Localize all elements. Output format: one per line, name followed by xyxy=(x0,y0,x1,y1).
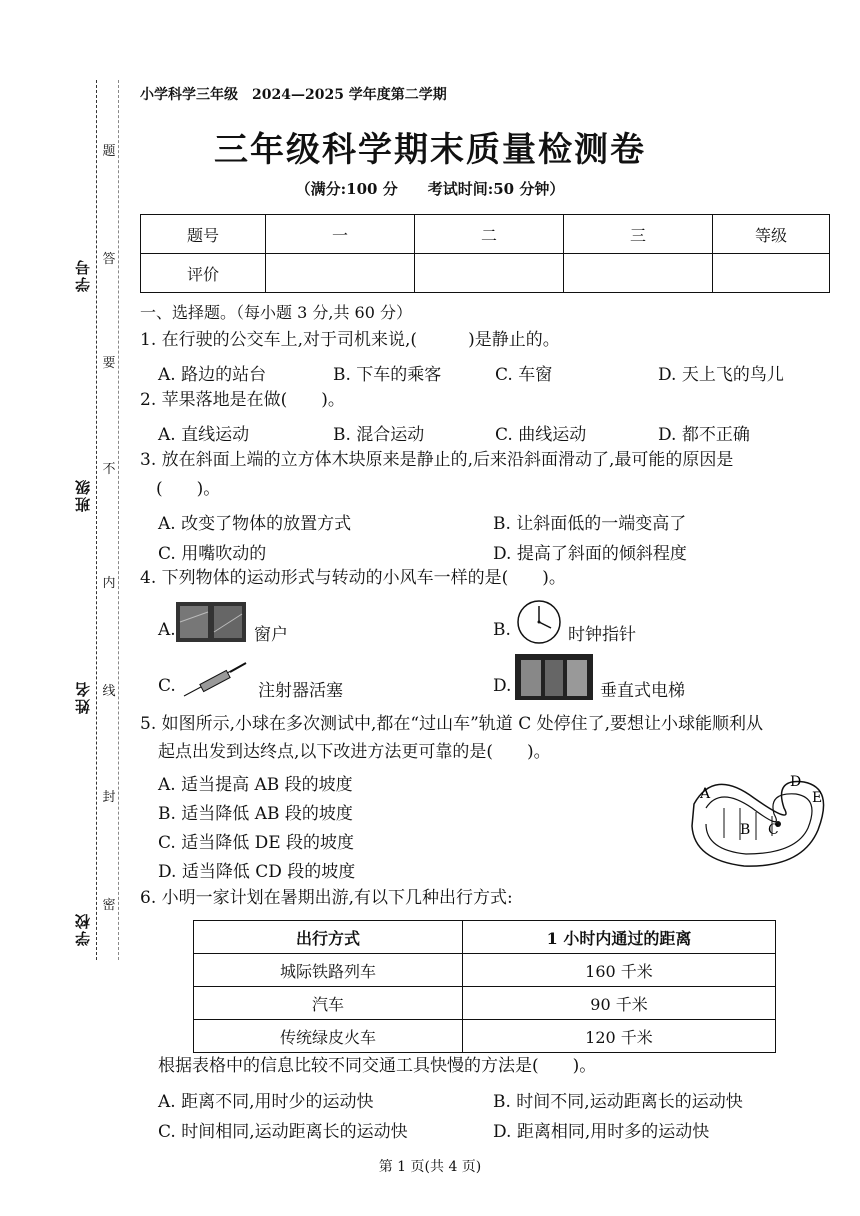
seal-char: 要 xyxy=(102,356,116,371)
syringe-image xyxy=(180,660,250,700)
score-cell: 评价 xyxy=(141,254,266,293)
q2-option-b[interactable]: B. 混合运动 xyxy=(333,425,425,445)
exam-info: （满分:100 分 考试时间:50 分钟） xyxy=(295,180,565,198)
q2-option-c[interactable]: C. 曲线运动 xyxy=(495,425,587,445)
track-label-a: A xyxy=(700,786,711,802)
question-4-stem: 4. 下列物体的运动形式与转动的小风车一样的是( )。 xyxy=(140,568,566,588)
table-row xyxy=(194,987,776,1020)
q6-option-c[interactable]: C. 时间相同,运动距离长的运动快 xyxy=(158,1122,408,1142)
q4-letter-d[interactable]: D. xyxy=(493,676,512,696)
question-3-stem: 3. 放在斜面上端的立方体木块原来是静止的,后来沿斜面滑动了,最可能的原因是 xyxy=(140,450,734,470)
elevator-image xyxy=(515,654,593,700)
score-cell: 等级 xyxy=(713,215,830,254)
seal-char: 内 xyxy=(102,576,116,591)
q5-option-c[interactable]: C. 适当降低 DE 段的坡度 xyxy=(158,833,355,853)
score-cell: 三 xyxy=(564,215,713,254)
q1-option-d[interactable]: D. 天上飞的鸟儿 xyxy=(658,365,784,385)
q4-letter-c[interactable]: C. xyxy=(158,676,176,696)
travel-mode-cell: 城际铁路列车 xyxy=(194,954,463,987)
seal-char: 题 xyxy=(102,144,116,159)
travel-mode-cell: 传统绿皮火车 xyxy=(194,1020,463,1053)
binding-dashed-line xyxy=(96,80,97,960)
window-image xyxy=(176,602,246,642)
q5-option-a[interactable]: A. 适当提高 AB 段的坡度 xyxy=(158,775,353,795)
student-id-label: 学号 xyxy=(74,258,92,292)
table-row xyxy=(194,954,776,987)
travel-distance-cell: 90 千米 xyxy=(463,987,776,1020)
travel-distance-cell: 120 千米 xyxy=(463,1020,776,1053)
question-5-stem-cont: 起点出发到达终点,以下改进方法更可靠的是( )。 xyxy=(158,742,551,762)
score-table-header-row xyxy=(141,215,830,254)
score-input-cell[interactable] xyxy=(415,254,564,293)
question-1-stem: 1. 在行驶的公交车上,对于司机来说,( )是静止的。 xyxy=(140,330,560,350)
question-6-stem-cont: 根据表格中的信息比较不同交通工具快慢的方法是( )。 xyxy=(158,1056,597,1076)
score-cell: 题号 xyxy=(141,215,266,254)
page-number: 第 1 页(共 4 页) xyxy=(378,1159,482,1175)
question-5-stem: 5. 如图所示,小球在多次测试中,都在“过山车”轨道 C 处停住了,要想让小球能顺利从 xyxy=(140,714,764,734)
q3-option-a[interactable]: A. 改变了物体的放置方式 xyxy=(158,514,352,534)
subject-line: 小学科学三年级 2024—2025 学年度第二学期 xyxy=(140,87,447,103)
travel-distance-cell: 160 千米 xyxy=(463,954,776,987)
q2-option-d[interactable]: D. 都不正确 xyxy=(658,425,750,445)
score-input-cell[interactable] xyxy=(713,254,830,293)
q6-option-b[interactable]: B. 时间不同,运动距离长的运动快 xyxy=(493,1092,743,1112)
q4-option-b[interactable]: 时钟指针 xyxy=(568,625,636,645)
score-input-cell[interactable] xyxy=(564,254,713,293)
seal-char: 答 xyxy=(102,252,116,267)
travel-table xyxy=(193,920,776,1053)
section-heading: 一、选择题。（每小题 3 分,共 60 分） xyxy=(140,303,412,322)
q2-option-a[interactable]: A. 直线运动 xyxy=(158,425,250,445)
travel-table-header xyxy=(194,921,776,954)
q5-option-b[interactable]: B. 适当降低 AB 段的坡度 xyxy=(158,804,353,824)
seal-char: 不 xyxy=(102,462,116,477)
travel-mode-cell: 汽车 xyxy=(194,987,463,1020)
q3-option-b[interactable]: B. 让斜面低的一端变高了 xyxy=(493,514,687,534)
q6-option-a[interactable]: A. 距离不同,用时少的运动快 xyxy=(158,1092,374,1112)
q5-option-d[interactable]: D. 适当降低 CD 段的坡度 xyxy=(158,862,356,882)
q4-letter-b[interactable]: B. xyxy=(493,620,511,640)
table-row xyxy=(194,1020,776,1053)
page-title: 三年级科学期末质量检测卷 xyxy=(214,130,646,170)
binding-dashed-line-inner xyxy=(118,80,119,960)
question-3-stem-cont: ( )。 xyxy=(156,479,221,499)
q4-letter-a[interactable]: A. xyxy=(158,620,176,640)
score-cell: 二 xyxy=(415,215,564,254)
q4-option-d[interactable]: 垂直式电梯 xyxy=(600,681,685,701)
clock-icon xyxy=(515,598,563,646)
track-label-e: E xyxy=(812,790,823,806)
track-label-c: C xyxy=(768,822,779,838)
q1-option-a[interactable]: A. 路边的站台 xyxy=(158,365,267,385)
question-6-stem: 6. 小明一家计划在暑期出游,有以下几种出行方式: xyxy=(140,888,513,908)
travel-header-cell: 1 小时内通过的距离 xyxy=(463,921,776,954)
score-table xyxy=(140,214,830,293)
track-label-b: B xyxy=(740,822,751,838)
q4-option-c[interactable]: 注射器活塞 xyxy=(258,681,343,701)
q1-option-b[interactable]: B. 下车的乘客 xyxy=(333,365,442,385)
track-label-d: D xyxy=(790,774,802,790)
score-cell: 一 xyxy=(266,215,415,254)
question-2-stem: 2. 苹果落地是在做( )。 xyxy=(140,390,345,410)
q4-option-a[interactable]: 窗户 xyxy=(254,625,288,645)
q3-option-d[interactable]: D. 提高了斜面的倾斜程度 xyxy=(493,544,687,564)
score-input-cell[interactable] xyxy=(266,254,415,293)
name-label: 姓名 xyxy=(74,680,92,714)
seal-char: 密 xyxy=(102,898,116,913)
school-label: 学校 xyxy=(74,912,92,946)
seal-char: 线 xyxy=(102,684,116,699)
score-table-eval-row xyxy=(141,254,830,293)
travel-header-cell: 出行方式 xyxy=(194,921,463,954)
q6-option-d[interactable]: D. 距离相同,用时多的运动快 xyxy=(493,1122,710,1142)
class-label: 班级 xyxy=(74,478,92,512)
q1-option-c[interactable]: C. 车窗 xyxy=(495,365,553,385)
q3-option-c[interactable]: C. 用嘴吹动的 xyxy=(158,544,267,564)
seal-char: 封 xyxy=(102,790,116,805)
roller-coaster-diagram xyxy=(684,768,830,888)
